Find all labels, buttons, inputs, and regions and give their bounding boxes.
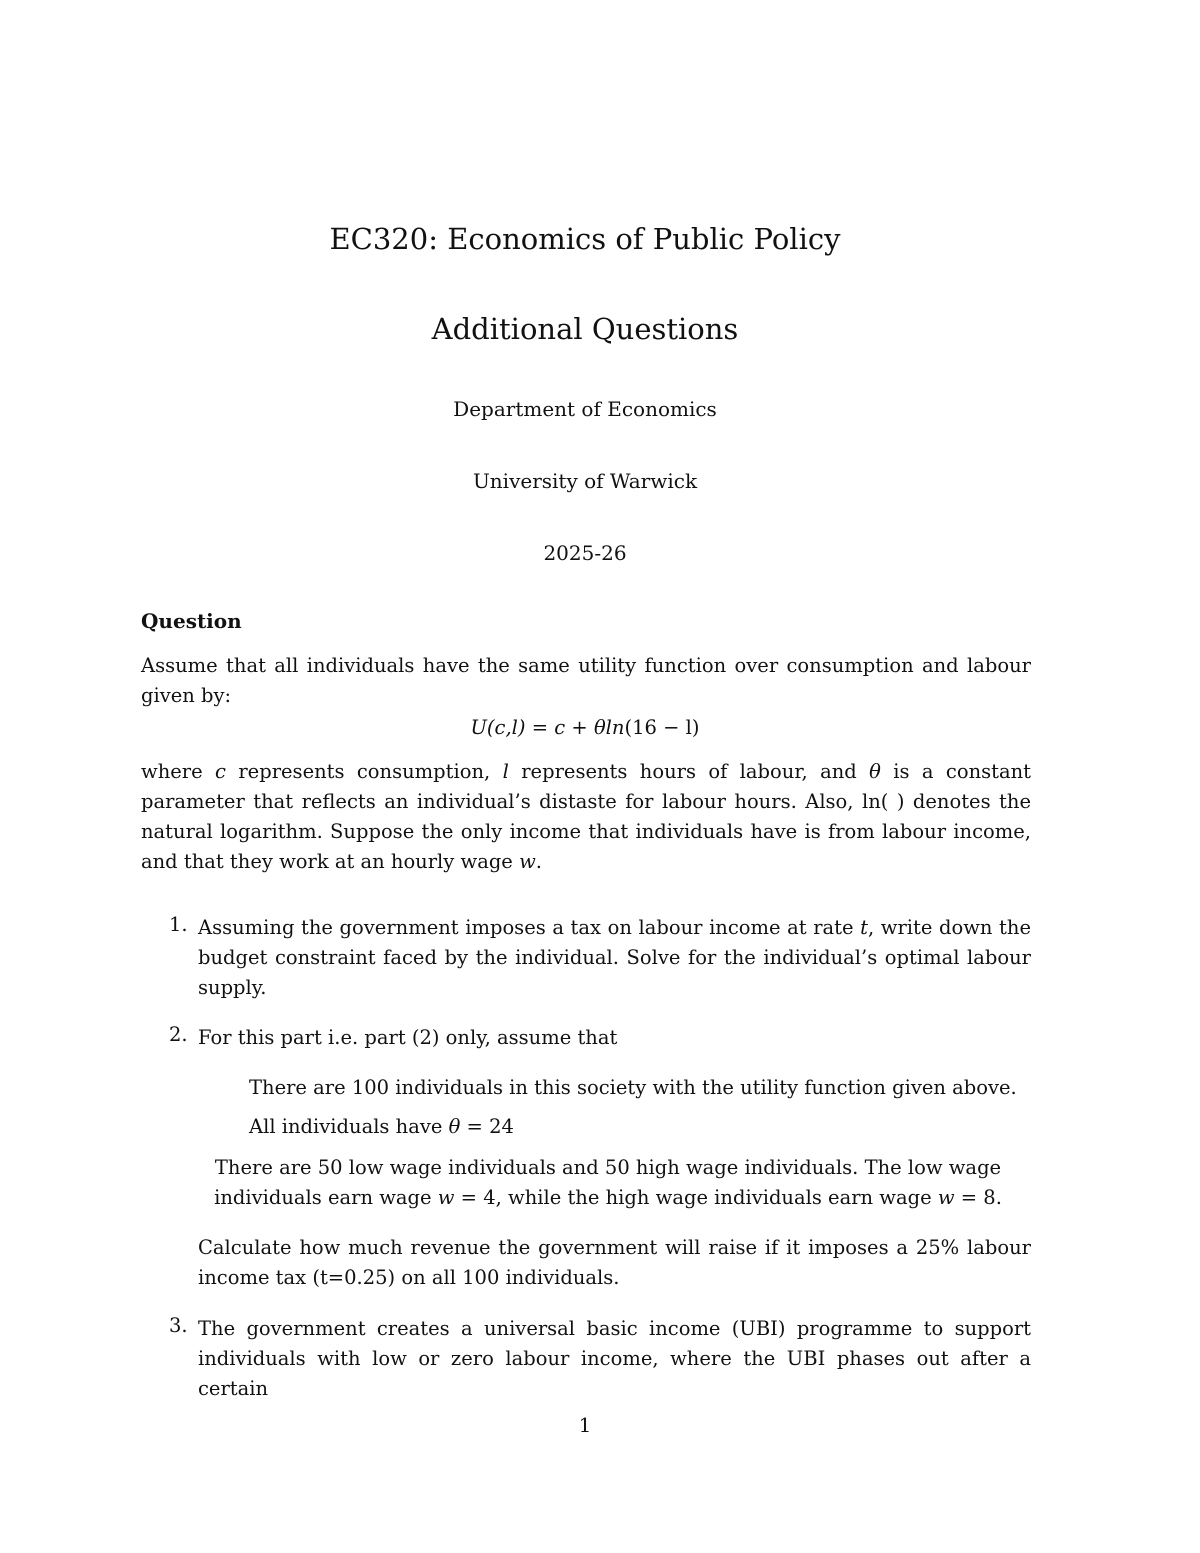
equation-lhs: U(c,l) [470,716,526,739]
question-heading: Question [141,609,242,633]
item-1-part: , write down the budget constraint faced by the individual. Solve for the individual’s optimal labour supply. [198,916,1031,999]
where-text-part: where [141,760,216,783]
page-number: 1 [578,1413,592,1437]
assumption-3-part: There are 50 low wage individuals and 50 high wage individuals. The low wage individuals earn wage [214,1156,1002,1209]
item-1-number: 1. [169,913,188,936]
question-intro: Assume that all individuals have the same utility function over consumption and labour given by: [141,654,1031,707]
where-text-part: represents consumption, [225,760,503,783]
var-t: t [860,916,868,939]
assumption-3-part: = 8. [954,1186,1002,1209]
document-title: EC320: Economics of Public Policy [329,222,841,256]
item-1-part: Assuming the government imposes a tax on labour income at rate [198,916,861,939]
item-3-text: The government creates a universal basic income (UBI) programme to support individuals with low or zero labour income, where the UBI phases out after a certain [198,1317,1031,1400]
question-where-text [141,757,1031,877]
document-subtitle: Additional Questions [431,312,739,346]
item-2-calculation: Calculate how much revenue the government will raise if it imposes a 25% labour income tax (t=0.25) on all 100 individuals. [198,1236,1031,1289]
academic-year: 2025-26 [543,541,627,565]
item-3-number: 3. [169,1314,188,1337]
equation-theta-ln: θln [593,716,625,739]
utility-equation [0,713,1170,743]
var-c: c [215,760,226,783]
item-2-assumption-1: There are 100 individuals in this society with the utility function given above. [249,1076,1017,1099]
var-w: w [937,1186,955,1209]
equation-equals: = [525,716,555,739]
where-text-part: is a constant parameter that reflects an individual’s distaste for labour hours. Also, ln( ) denotes the natural logarithm. Suppose the only income that individuals have is from labour income, and that they work at an hourly wage [141,760,1031,873]
var-w: w [519,850,536,873]
item-2-lead: For this part i.e. part (2) only, assume that [198,1026,618,1049]
equation-plus: + [565,716,594,739]
var-w: w [437,1186,455,1209]
where-text-part: represents hours of labour, and [508,760,870,783]
item-2-number: 2. [169,1023,188,1046]
item-2-assumption-3 [198,1153,1018,1213]
assumption-2-part: All individuals have [249,1115,449,1138]
equation-c: c [554,716,566,739]
assumption-3-part: = 4, while the high wage individuals earn wage [454,1186,938,1209]
assumption-2-part: = 24 [460,1115,514,1138]
var-l: l [502,760,509,783]
university-name: University of Warwick [472,469,698,493]
item-2-assumption-2 [249,1112,1049,1142]
var-theta: θ [869,760,881,783]
department-name: Department of Economics [453,397,717,421]
where-text-part: . [535,850,542,873]
equation-paren: (16 − l) [624,716,700,739]
var-theta: θ [448,1115,461,1138]
item-1-text [198,913,1031,1003]
